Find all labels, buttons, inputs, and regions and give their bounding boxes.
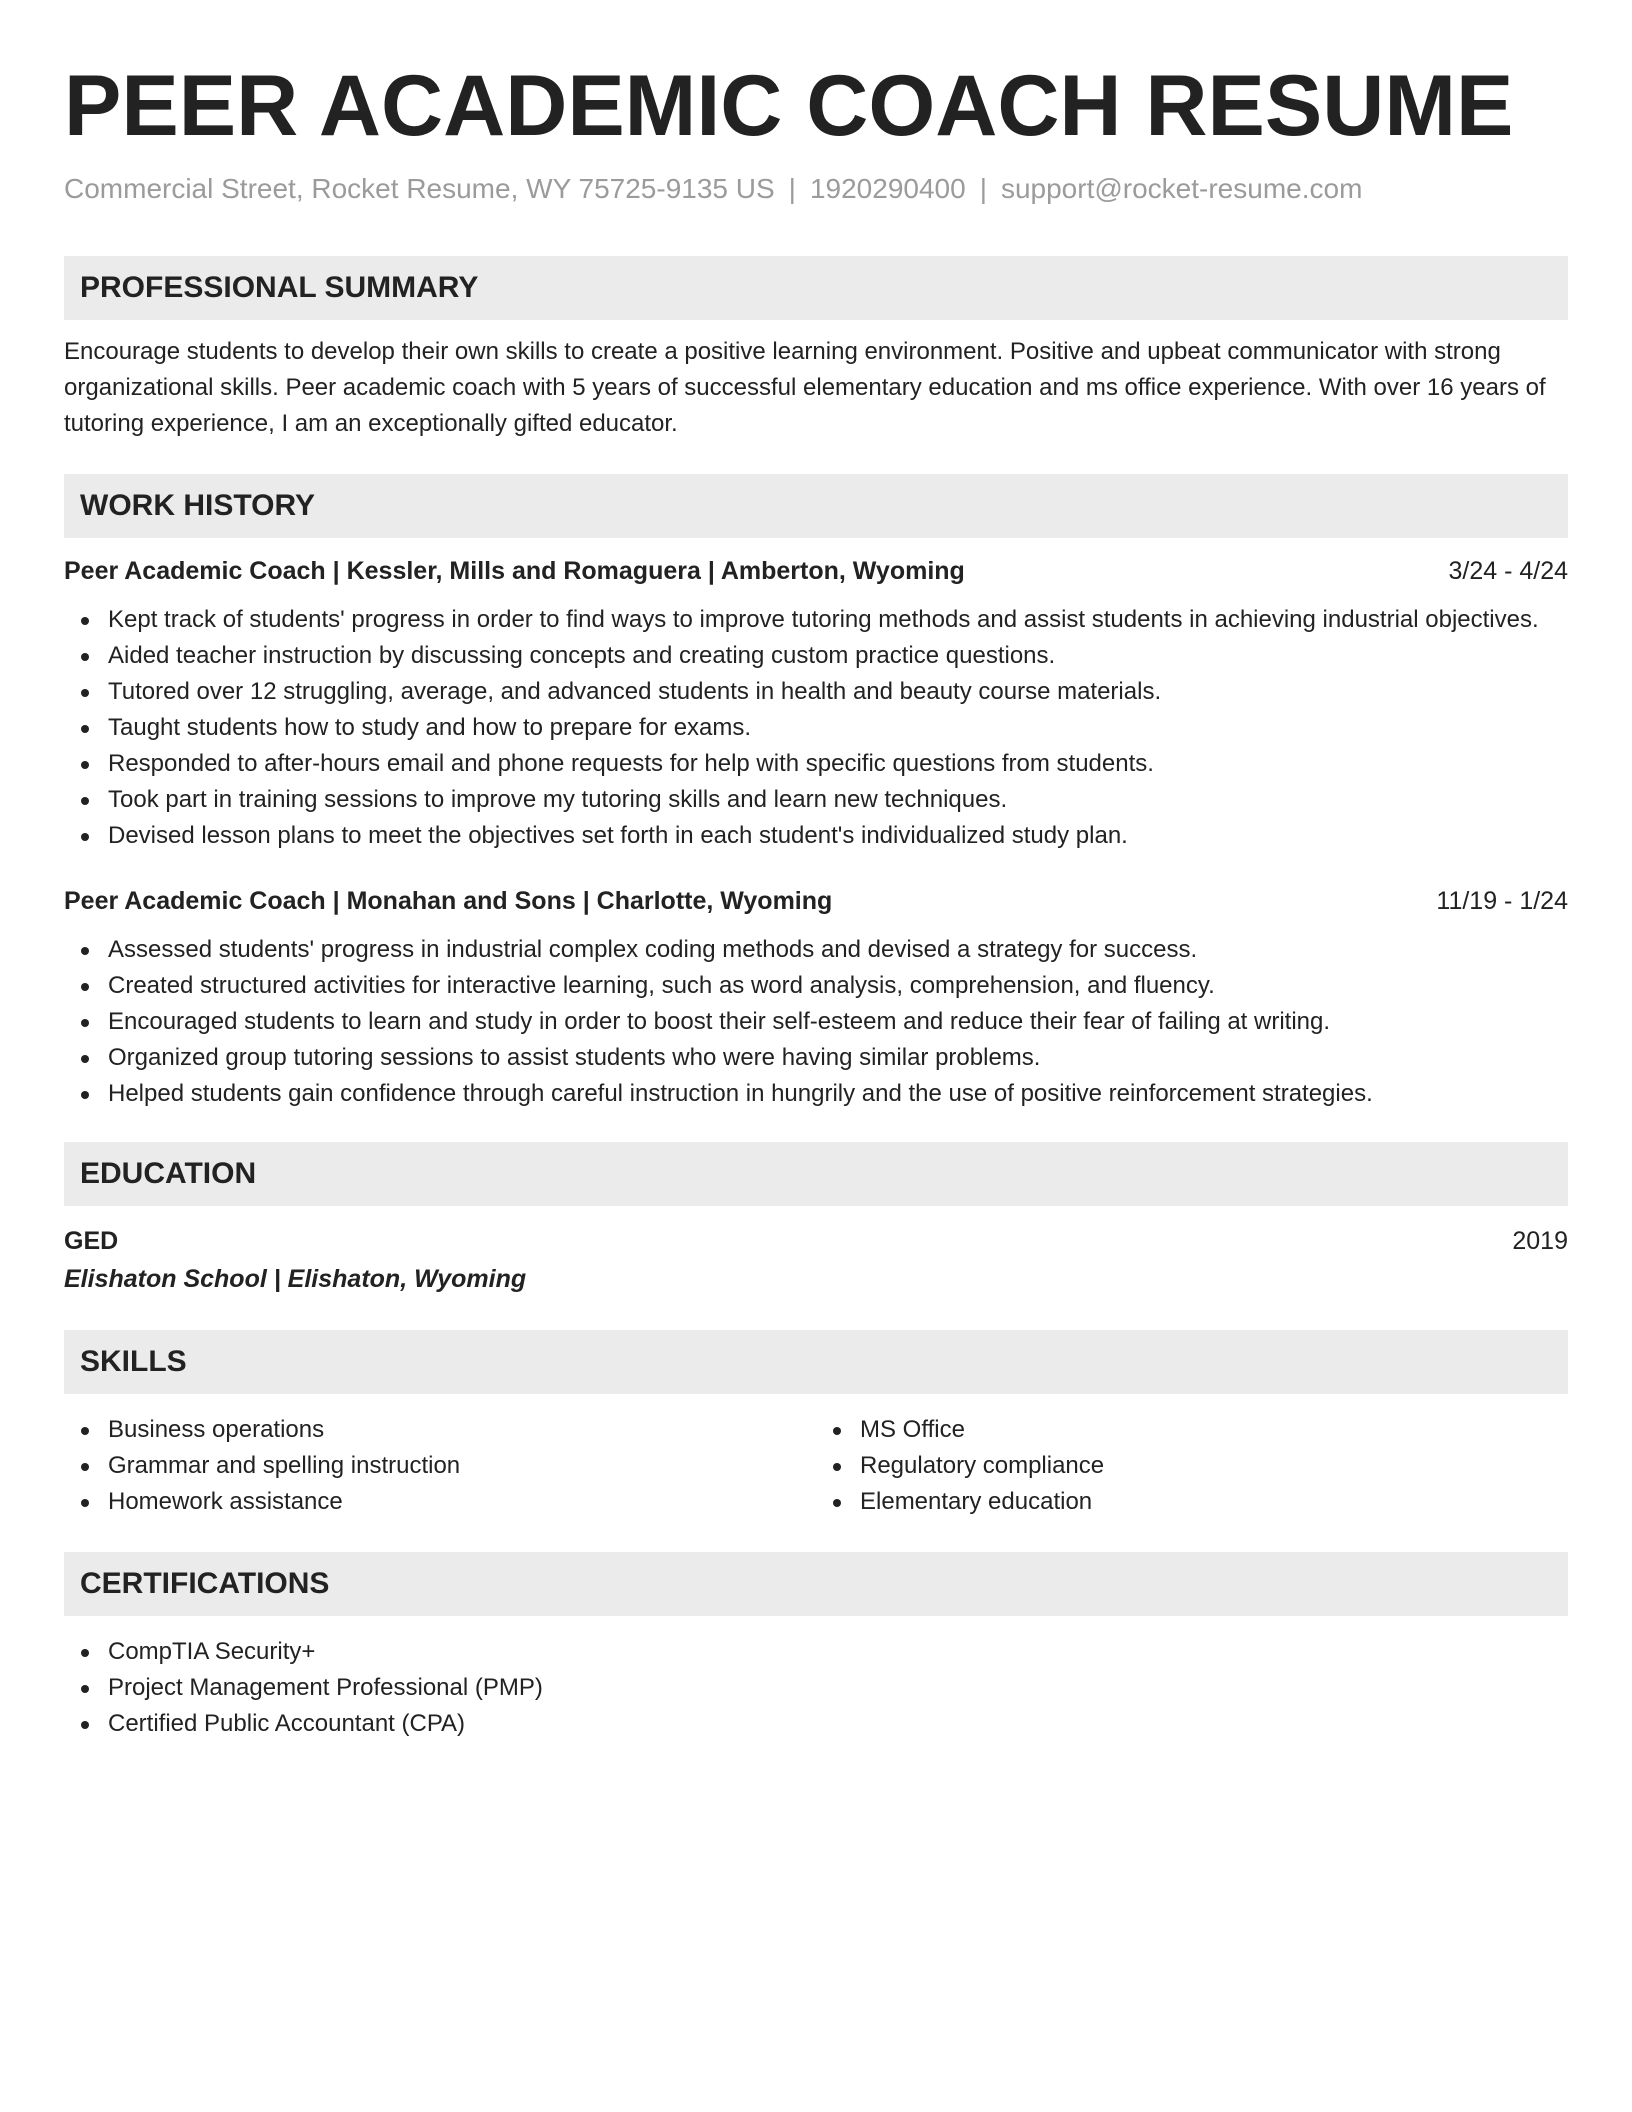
education-year: 2019 bbox=[1512, 1227, 1568, 1255]
job-bullet-list bbox=[64, 602, 1568, 854]
contact-line bbox=[64, 172, 1568, 206]
skills-list-right bbox=[816, 1412, 1568, 1520]
contact-address: Commercial Street, Rocket Resume, WY 75725-9135 US bbox=[64, 173, 775, 204]
education-school: Elishaton School | Elishaton, Wyoming bbox=[64, 1265, 527, 1293]
skill-item: Elementary education bbox=[816, 1484, 1568, 1520]
contact-phone: 1920290400 bbox=[809, 173, 966, 204]
skill-item: Business operations bbox=[64, 1412, 816, 1448]
job-bullet: Organized group tutoring sessions to assist students who were having similar problems. bbox=[64, 1040, 1568, 1076]
certification-item: CompTIA Security+ bbox=[64, 1634, 1568, 1670]
skill-item: Grammar and spelling instruction bbox=[64, 1448, 816, 1484]
skills-list-left bbox=[64, 1412, 816, 1520]
job-header bbox=[64, 884, 1568, 918]
skill-item: MS Office bbox=[816, 1412, 1568, 1448]
job-bullet: Assessed students' progress in industrial complex coding methods and devised a strategy for success. bbox=[64, 932, 1568, 968]
job-dates: 3/24 - 4/24 bbox=[1448, 557, 1568, 585]
job-dates: 11/19 - 1/24 bbox=[1436, 887, 1568, 915]
job-title: Peer Academic Coach | Monahan and Sons | Charlotte, Wyoming bbox=[64, 887, 833, 915]
job-bullet: Took part in training sessions to improve my tutoring skills and learn new techniques. bbox=[64, 782, 1568, 818]
job-bullet: Taught students how to study and how to prepare for exams. bbox=[64, 710, 1568, 746]
job-bullet: Helped students gain confidence through careful instruction in hungrily and the use of positive reinforcement strategies. bbox=[64, 1076, 1568, 1112]
contact-separator: | bbox=[979, 173, 987, 204]
job-bullet: Aided teacher instruction by discussing concepts and creating custom practice questions. bbox=[64, 638, 1568, 674]
contact-email: support@rocket-resume.com bbox=[1000, 173, 1363, 204]
section-heading-education: EDUCATION bbox=[64, 1142, 1568, 1206]
skill-item: Regulatory compliance bbox=[816, 1448, 1568, 1484]
skill-item: Homework assistance bbox=[64, 1484, 816, 1520]
job-header bbox=[64, 554, 1568, 588]
certifications-list bbox=[64, 1634, 1568, 1742]
job-bullet: Devised lesson plans to meet the objectives set forth in each student's individualized study plan. bbox=[64, 818, 1568, 854]
contact-separator: | bbox=[788, 173, 796, 204]
section-heading-summary: PROFESSIONAL SUMMARY bbox=[64, 256, 1568, 320]
certification-item: Project Management Professional (PMP) bbox=[64, 1670, 1568, 1706]
job-bullet: Responded to after-hours email and phone requests for help with specific questions from students. bbox=[64, 746, 1568, 782]
job-bullet: Created structured activities for interactive learning, such as word analysis, comprehension, and fluency. bbox=[64, 968, 1568, 1004]
section-heading-skills: SKILLS bbox=[64, 1330, 1568, 1394]
job-title: Peer Academic Coach | Kessler, Mills and Romaguera | Amberton, Wyoming bbox=[64, 557, 965, 585]
certification-item: Certified Public Accountant (CPA) bbox=[64, 1706, 1568, 1742]
job-bullet: Kept track of students' progress in order to find ways to improve tutoring methods and assist students in achieving industrial objectives. bbox=[64, 602, 1568, 638]
section-heading-certifications: CERTIFICATIONS bbox=[64, 1552, 1568, 1616]
job-bullet: Tutored over 12 struggling, average, and advanced students in health and beauty course materials. bbox=[64, 674, 1568, 710]
job-bullet: Encouraged students to learn and study in order to boost their self-esteem and reduce their fear of failing at writing. bbox=[64, 1004, 1568, 1040]
job-bullet-list bbox=[64, 932, 1568, 1112]
section-heading-work-history: WORK HISTORY bbox=[64, 474, 1568, 538]
education-header bbox=[64, 1224, 1568, 1258]
education-degree: GED bbox=[64, 1227, 119, 1255]
resume-title: PEER ACADEMIC COACH RESUME bbox=[64, 58, 1514, 154]
skills-grid bbox=[64, 1412, 1568, 1520]
summary-text: Encourage students to develop their own skills to create a positive learning environment. Positive and upbeat communicator with strong organizational skills. Peer academic coach with 5 years of successful elementary education and ms office experience. With over 16 years of tutoring experience, I am an exceptionally gifted educator. bbox=[64, 338, 1546, 437]
